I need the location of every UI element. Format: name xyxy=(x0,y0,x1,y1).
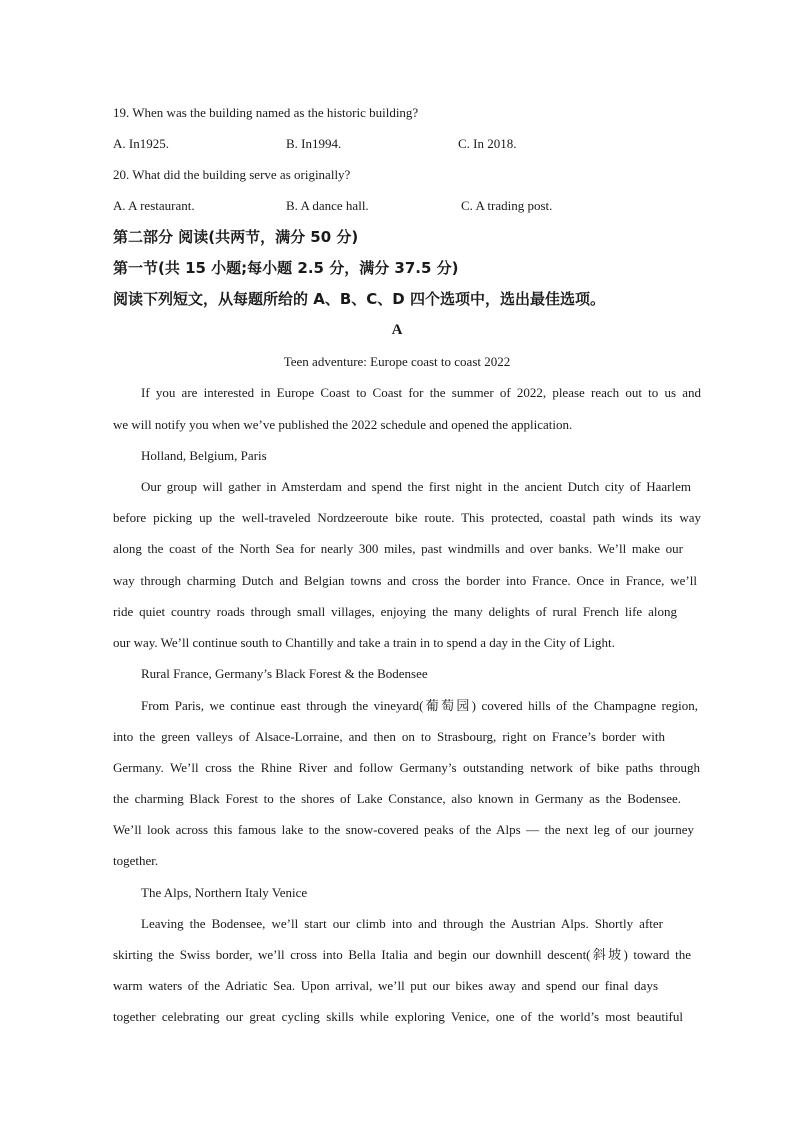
passage-subheading-rural-france: Rural France, Germany’s Black Forest & the Bodensee xyxy=(141,666,428,681)
question-19-option-b: B. In1994. xyxy=(286,136,342,151)
passage-line: From Paris, we continue east through the vineyard(葡萄园) covered hills of the Champagne region, xyxy=(141,698,698,713)
passage-letter: A xyxy=(391,322,403,338)
passage-line: Leaving the Bodensee, we’ll start our climb into and through the Austrian Alps. Shortly after xyxy=(141,916,663,931)
question-20-option-a: A. A restaurant. xyxy=(113,198,195,213)
question-20-option-c: C. A trading post. xyxy=(461,198,553,213)
passage-subheading-alps: The Alps, Northern Italy Venice xyxy=(141,885,308,900)
passage-line: into the green valleys of Alsace-Lorraine, and then on to Strasbourg, right on France’s border with xyxy=(113,729,665,744)
question-20-stem: 20. What did the building serve as originally? xyxy=(113,167,351,182)
question-19-stem: 19. When was the building named as the historic building? xyxy=(113,105,419,120)
question-19-option-a: A. In1925. xyxy=(113,136,169,151)
question-20-option-b: B. A dance hall. xyxy=(286,198,369,213)
question-19-option-c: C. In 2018. xyxy=(458,136,517,151)
passage-line: We’ll look across this famous lake to the snow-covered peaks of the Alps — the next leg of our journey xyxy=(113,822,694,837)
passage-line: If you are interested in Europe Coast to Coast for the summer of 2022, please reach out to us and xyxy=(141,385,701,400)
section-heading: 第一节(共 15 小题;每小题 2.5 分，满分 37.5 分) xyxy=(113,259,459,277)
passage-line: Our group will gather in Amsterdam and spend the first night in the ancient Dutch city of Haarlem xyxy=(141,479,691,494)
passage-line: our way. We’ll continue south to Chantilly and take a train in to spend a day in the City of Light. xyxy=(113,635,615,650)
passage-line: together. xyxy=(113,853,159,868)
passage-line: before picking up the well-traveled Nordzeeroute bike route. This protected, coastal path winds its way xyxy=(113,510,701,525)
passage-line: way through charming Dutch and Belgian towns and cross the border into France. Once in France, we’ll xyxy=(113,573,697,588)
passage-subheading-holland: Holland, Belgium, Paris xyxy=(141,448,267,463)
passage-line: we will notify you when we’ve published the 2022 schedule and opened the application. xyxy=(113,417,573,432)
passage-line: along the coast of the North Sea for nearly 300 miles, past windmills and over banks. We’ll make our xyxy=(113,541,683,556)
passage-line: skirting the Swiss border, we’ll cross into Bella Italia and begin our downhill descent(斜坡) toward the xyxy=(113,947,691,962)
instruction-heading: 阅读下列短文，从每题所给的 A、B、C、D 四个选项中，选出最佳选项。 xyxy=(113,290,605,308)
passage-line: warm waters of the Adriatic Sea. Upon arrival, we’ll put our bikes away and spend our final days xyxy=(113,978,658,993)
passage-line: ride quiet country roads through small villages, enjoying the many delights of rural French life along xyxy=(113,604,677,619)
passage-line: the charming Black Forest to the shores of Lake Constance, also known in Germany as the Bodensee. xyxy=(113,791,681,806)
part-heading: 第二部分 阅读(共两节，满分 50 分) xyxy=(113,228,359,246)
passage-title: Teen adventure: Europe coast to coast 2022 xyxy=(283,354,511,369)
passage-line: together celebrating our great cycling skills while exploring Venice, one of the world’s most beautiful xyxy=(113,1009,683,1024)
passage-line: Germany. We’ll cross the Rhine River and follow Germany’s outstanding network of bike paths through xyxy=(113,760,700,775)
